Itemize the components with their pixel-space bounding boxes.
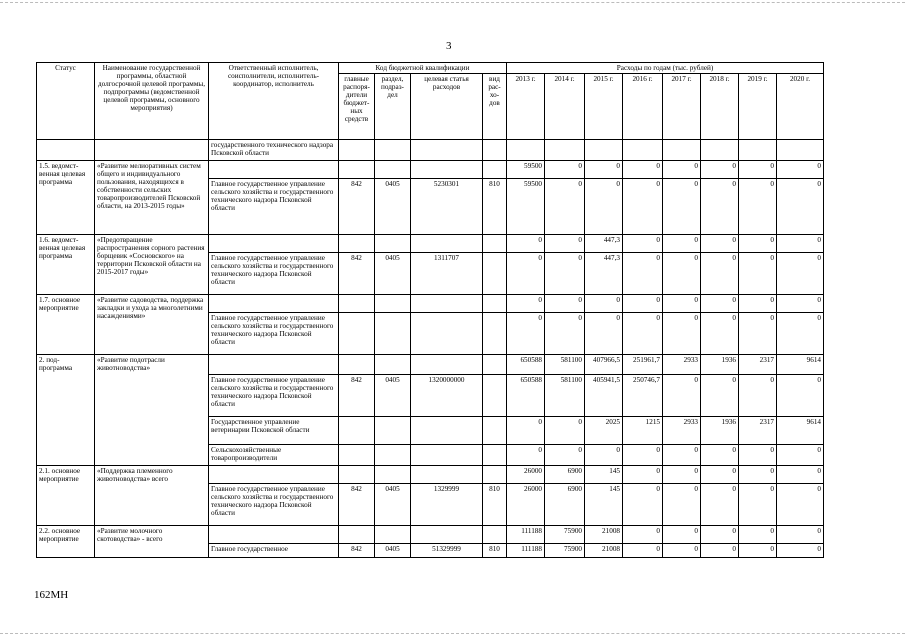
amount-cell: 0 bbox=[777, 445, 824, 466]
amount-cell: 0 bbox=[545, 253, 585, 295]
empty-cell bbox=[623, 140, 663, 161]
amount-cell: 0 bbox=[777, 466, 824, 484]
amount-cell: 6900 bbox=[545, 484, 585, 526]
target-article-cell bbox=[411, 526, 483, 544]
amount-cell: 0 bbox=[623, 466, 663, 484]
header-razdel: раздел, подраз-дел bbox=[375, 74, 411, 140]
program-name-cell: «Поддержка племенного животноводства» всего bbox=[95, 466, 209, 526]
amount-cell: 0 bbox=[701, 526, 739, 544]
amount-cell: 0 bbox=[739, 526, 777, 544]
razdel-cell bbox=[375, 313, 411, 355]
amount-cell: 0 bbox=[545, 445, 585, 466]
amount-cell: 0 bbox=[739, 179, 777, 235]
empty-cell bbox=[483, 140, 507, 161]
program-name-cell: «Развитие садоводства, поддержка закладки и ухода за многолетними насаждениями» bbox=[95, 295, 209, 355]
target-article-cell bbox=[411, 313, 483, 355]
razdel-cell: 0405 bbox=[375, 179, 411, 235]
amount-cell: 0 bbox=[507, 445, 545, 466]
amount-cell: 6900 bbox=[545, 466, 585, 484]
amount-cell: 0 bbox=[701, 445, 739, 466]
amount-cell: 26000 bbox=[507, 466, 545, 484]
header-status: Статус bbox=[37, 63, 95, 140]
responsible-cell: Главное государственное управление сельского хозяйства и государственного технического надзора Псковской области bbox=[209, 179, 339, 235]
amount-cell: 0 bbox=[663, 179, 701, 235]
header-expenses-group: Расходы по годам (тыс. рублей) bbox=[507, 63, 824, 74]
razdel-cell: 0405 bbox=[375, 375, 411, 417]
header-csr: целевая статья расходов bbox=[411, 74, 483, 140]
amount-cell: 251961,7 bbox=[623, 355, 663, 375]
empty-cell bbox=[585, 140, 623, 161]
amount-cell: 0 bbox=[739, 313, 777, 355]
amount-cell: 0 bbox=[623, 445, 663, 466]
header-row-1 bbox=[37, 63, 824, 74]
responsible-cell bbox=[209, 295, 339, 313]
expense-type-cell bbox=[483, 466, 507, 484]
header-year-2017: 2017 г. bbox=[663, 74, 701, 140]
target-article-cell bbox=[411, 161, 483, 179]
status-cell: 1.7. основное мероприятие bbox=[37, 295, 95, 355]
amount-cell: 0 bbox=[777, 295, 824, 313]
responsible-cell: Главное государственное управление сельского хозяйства и государственного технического надзора Псковской области bbox=[209, 484, 339, 526]
target-article-cell: 1311707 bbox=[411, 253, 483, 295]
grbs-cell: 842 bbox=[339, 179, 375, 235]
target-article-cell bbox=[411, 355, 483, 375]
amount-cell: 21008 bbox=[585, 526, 623, 544]
amount-cell: 2025 bbox=[585, 417, 623, 445]
header-code-group: Код бюджетной квалификации bbox=[339, 63, 507, 74]
continuation-row bbox=[37, 140, 824, 161]
header-year-2014: 2014 г. bbox=[545, 74, 585, 140]
grbs-cell: 842 bbox=[339, 375, 375, 417]
amount-cell: 0 bbox=[663, 445, 701, 466]
header-year-2019: 2019 г. bbox=[739, 74, 777, 140]
amount-cell: 405941,5 bbox=[585, 375, 623, 417]
amount-cell: 0 bbox=[507, 295, 545, 313]
header-grbs: главные распоря-дители бюджет-ных средств bbox=[339, 74, 375, 140]
target-article-cell bbox=[411, 235, 483, 253]
status-cell: 1.6. ведомст-венная целевая программа bbox=[37, 235, 95, 295]
amount-cell: 0 bbox=[623, 235, 663, 253]
amount-cell: 447,3 bbox=[585, 235, 623, 253]
amount-cell: 0 bbox=[663, 295, 701, 313]
header-year-2020: 2020 г. bbox=[777, 74, 824, 140]
razdel-cell bbox=[375, 445, 411, 466]
status-cell: 2.2. основное мероприятие bbox=[37, 526, 95, 558]
amount-cell: 0 bbox=[623, 179, 663, 235]
program-name-cell: «Развитие мелиоративных систем общего и индивидуального пользования, находящихся в собственности сельских товаропроизводителей Псковской области, на 2013-2015 годы» bbox=[95, 161, 209, 235]
amount-cell: 0 bbox=[545, 313, 585, 355]
amount-cell: 1936 bbox=[701, 355, 739, 375]
status-cell: 2.1. основное мероприятие bbox=[37, 466, 95, 526]
amount-cell: 407966,5 bbox=[585, 355, 623, 375]
expense-type-cell: 810 bbox=[483, 484, 507, 526]
grbs-cell bbox=[339, 161, 375, 179]
amount-cell: 0 bbox=[623, 253, 663, 295]
amount-cell: 0 bbox=[663, 235, 701, 253]
scan-bottom-edge bbox=[0, 633, 905, 634]
table-row bbox=[37, 295, 824, 313]
amount-cell: 0 bbox=[623, 526, 663, 544]
amount-cell: 0 bbox=[701, 484, 739, 526]
target-article-cell bbox=[411, 466, 483, 484]
grbs-cell bbox=[339, 526, 375, 544]
grbs-cell bbox=[339, 313, 375, 355]
empty-cell bbox=[777, 140, 824, 161]
amount-cell: 0 bbox=[585, 161, 623, 179]
amount-cell: 650588 bbox=[507, 375, 545, 417]
amount-cell: 0 bbox=[701, 179, 739, 235]
target-article-cell bbox=[411, 417, 483, 445]
amount-cell: 2317 bbox=[739, 417, 777, 445]
responsible-cell bbox=[209, 235, 339, 253]
responsible-cell bbox=[209, 161, 339, 179]
amount-cell: 0 bbox=[739, 484, 777, 526]
razdel-cell bbox=[375, 466, 411, 484]
amount-cell: 0 bbox=[623, 313, 663, 355]
expense-type-cell bbox=[483, 526, 507, 544]
header-name: Наименование государственной программы, областной долгосрочной целевой программы, подпрограммы (ведомственной целевой программы, основного мероприятия) bbox=[95, 63, 209, 140]
empty-cell bbox=[507, 140, 545, 161]
amount-cell: 0 bbox=[623, 484, 663, 526]
amount-cell: 111188 bbox=[507, 544, 545, 558]
amount-cell: 0 bbox=[585, 313, 623, 355]
amount-cell: 9614 bbox=[777, 417, 824, 445]
empty-cell bbox=[663, 140, 701, 161]
amount-cell: 145 bbox=[585, 484, 623, 526]
amount-cell: 0 bbox=[545, 235, 585, 253]
amount-cell: 0 bbox=[545, 161, 585, 179]
empty-cell bbox=[701, 140, 739, 161]
empty-cell bbox=[545, 140, 585, 161]
grbs-cell bbox=[339, 295, 375, 313]
amount-cell: 0 bbox=[739, 466, 777, 484]
amount-cell: 145 bbox=[585, 466, 623, 484]
amount-cell: 0 bbox=[777, 375, 824, 417]
amount-cell: 581100 bbox=[545, 355, 585, 375]
budget-table bbox=[36, 62, 824, 558]
amount-cell: 0 bbox=[739, 295, 777, 313]
expense-type-cell: 810 bbox=[483, 544, 507, 558]
target-article-cell: 5230301 bbox=[411, 179, 483, 235]
expense-type-cell bbox=[483, 295, 507, 313]
amount-cell: 0 bbox=[777, 161, 824, 179]
target-article-cell: 1329999 bbox=[411, 484, 483, 526]
expense-type-cell: 810 bbox=[483, 179, 507, 235]
amount-cell: 0 bbox=[623, 544, 663, 558]
empty-cell bbox=[339, 140, 375, 161]
amount-cell: 0 bbox=[701, 375, 739, 417]
amount-cell: 0 bbox=[507, 313, 545, 355]
header-responsible: Ответственный исполнитель, соисполнители, исполнитель-координатор, исполнитель bbox=[209, 63, 339, 140]
amount-cell: 0 bbox=[585, 295, 623, 313]
amount-cell: 581100 bbox=[545, 375, 585, 417]
amount-cell: 0 bbox=[663, 253, 701, 295]
expense-type-cell bbox=[483, 235, 507, 253]
amount-cell: 21008 bbox=[585, 544, 623, 558]
program-name-cell: «Развитие молочного скотоводства» - всего bbox=[95, 526, 209, 558]
amount-cell: 1936 bbox=[701, 417, 739, 445]
grbs-cell bbox=[339, 466, 375, 484]
amount-cell: 0 bbox=[777, 484, 824, 526]
amount-cell: 26000 bbox=[507, 484, 545, 526]
amount-cell: 9614 bbox=[777, 355, 824, 375]
expense-type-cell bbox=[483, 445, 507, 466]
razdel-cell bbox=[375, 417, 411, 445]
amount-cell: 0 bbox=[663, 484, 701, 526]
continuation-text: государственного технического надзора Псковской области bbox=[209, 140, 339, 161]
razdel-cell: 0405 bbox=[375, 544, 411, 558]
header-year-2015: 2015 г. bbox=[585, 74, 623, 140]
amount-cell: 447,3 bbox=[585, 253, 623, 295]
amount-cell: 0 bbox=[507, 235, 545, 253]
status-cell: 2. под-программа bbox=[37, 355, 95, 466]
amount-cell: 0 bbox=[701, 235, 739, 253]
header-year-2018: 2018 г. bbox=[701, 74, 739, 140]
table-row bbox=[37, 526, 824, 544]
grbs-cell: 842 bbox=[339, 253, 375, 295]
amount-cell: 0 bbox=[777, 526, 824, 544]
responsible-cell bbox=[209, 526, 339, 544]
amount-cell: 0 bbox=[663, 466, 701, 484]
amount-cell: 0 bbox=[777, 235, 824, 253]
amount-cell: 75900 bbox=[545, 544, 585, 558]
table-row bbox=[37, 466, 824, 484]
expense-type-cell bbox=[483, 313, 507, 355]
empty-cell bbox=[739, 140, 777, 161]
status-cell: 1.5. ведомст-венная целевая программа bbox=[37, 161, 95, 235]
razdel-cell bbox=[375, 235, 411, 253]
program-name-cell: «Развитие подотрасли животноводства» bbox=[95, 355, 209, 466]
expense-type-cell bbox=[483, 355, 507, 375]
amount-cell: 0 bbox=[701, 544, 739, 558]
responsible-cell: Главное государственное управление сельского хозяйства и государственного технического надзора Псковской области bbox=[209, 313, 339, 355]
razdel-cell bbox=[375, 295, 411, 313]
amount-cell: 2933 bbox=[663, 417, 701, 445]
document-code: 162МН bbox=[34, 589, 69, 601]
amount-cell: 0 bbox=[663, 375, 701, 417]
amount-cell: 0 bbox=[739, 253, 777, 295]
amount-cell: 59500 bbox=[507, 161, 545, 179]
expense-type-cell bbox=[483, 375, 507, 417]
target-article-cell bbox=[411, 295, 483, 313]
continuation-status-cell bbox=[37, 140, 95, 161]
amount-cell: 0 bbox=[623, 295, 663, 313]
table-row bbox=[37, 161, 824, 179]
target-article-cell: 51329999 bbox=[411, 544, 483, 558]
grbs-cell bbox=[339, 445, 375, 466]
target-article-cell bbox=[411, 445, 483, 466]
responsible-cell: Главное государственное управление сельского хозяйства и государственного технического надзора Псковской области bbox=[209, 253, 339, 295]
amount-cell: 0 bbox=[663, 526, 701, 544]
target-article-cell: 1320000000 bbox=[411, 375, 483, 417]
amount-cell: 0 bbox=[701, 295, 739, 313]
amount-cell: 0 bbox=[663, 313, 701, 355]
responsible-cell: Сельскохозяйственные товаропроизводители bbox=[209, 445, 339, 466]
razdel-cell bbox=[375, 526, 411, 544]
amount-cell: 0 bbox=[545, 179, 585, 235]
table-row bbox=[37, 235, 824, 253]
expense-type-cell bbox=[483, 253, 507, 295]
razdel-cell: 0405 bbox=[375, 484, 411, 526]
amount-cell: 0 bbox=[585, 179, 623, 235]
responsible-cell: Главное государственное управление сельского хозяйства и государственного технического надзора Псковской области bbox=[209, 375, 339, 417]
table-row bbox=[37, 355, 824, 375]
amount-cell: 59500 bbox=[507, 179, 545, 235]
amount-cell: 0 bbox=[739, 544, 777, 558]
expense-type-cell bbox=[483, 417, 507, 445]
amount-cell: 0 bbox=[739, 161, 777, 179]
grbs-cell: 842 bbox=[339, 544, 375, 558]
amount-cell: 75900 bbox=[545, 526, 585, 544]
amount-cell: 0 bbox=[777, 313, 824, 355]
amount-cell: 0 bbox=[507, 253, 545, 295]
amount-cell: 0 bbox=[777, 544, 824, 558]
empty-cell bbox=[411, 140, 483, 161]
header-vid: вид рас-хо-дов bbox=[483, 74, 507, 140]
amount-cell: 0 bbox=[701, 313, 739, 355]
grbs-cell: 842 bbox=[339, 484, 375, 526]
amount-cell: 2317 bbox=[739, 355, 777, 375]
amount-cell: 650588 bbox=[507, 355, 545, 375]
amount-cell: 2933 bbox=[663, 355, 701, 375]
program-name-cell: «Предотвращение распространения сорного растения борщевик «Сосновского» на территории Псковской области на 2015-2017 годы» bbox=[95, 235, 209, 295]
responsible-cell: Главное государственное bbox=[209, 544, 339, 558]
amount-cell: 0 bbox=[623, 161, 663, 179]
responsible-cell bbox=[209, 355, 339, 375]
expense-type-cell bbox=[483, 161, 507, 179]
amount-cell: 0 bbox=[545, 295, 585, 313]
razdel-cell: 0405 bbox=[375, 253, 411, 295]
amount-cell: 0 bbox=[545, 417, 585, 445]
amount-cell: 0 bbox=[663, 544, 701, 558]
amount-cell: 0 bbox=[777, 179, 824, 235]
razdel-cell bbox=[375, 355, 411, 375]
amount-cell: 0 bbox=[739, 235, 777, 253]
grbs-cell bbox=[339, 355, 375, 375]
header-year-2016: 2016 г. bbox=[623, 74, 663, 140]
razdel-cell bbox=[375, 161, 411, 179]
responsible-cell: Государственное управление ветеринарии Псковской области bbox=[209, 417, 339, 445]
page-number: 3 bbox=[446, 40, 452, 52]
continuation-name-cell bbox=[95, 140, 209, 161]
responsible-cell bbox=[209, 466, 339, 484]
scan-top-edge bbox=[0, 2, 905, 3]
amount-cell: 0 bbox=[701, 466, 739, 484]
amount-cell: 1215 bbox=[623, 417, 663, 445]
amount-cell: 0 bbox=[663, 161, 701, 179]
header-year-2013: 2013 г. bbox=[507, 74, 545, 140]
amount-cell: 0 bbox=[701, 253, 739, 295]
grbs-cell bbox=[339, 417, 375, 445]
amount-cell: 250746,7 bbox=[623, 375, 663, 417]
amount-cell: 0 bbox=[739, 375, 777, 417]
amount-cell: 0 bbox=[739, 445, 777, 466]
amount-cell: 0 bbox=[585, 445, 623, 466]
amount-cell: 0 bbox=[701, 161, 739, 179]
empty-cell bbox=[375, 140, 411, 161]
amount-cell: 0 bbox=[507, 417, 545, 445]
grbs-cell bbox=[339, 235, 375, 253]
amount-cell: 111188 bbox=[507, 526, 545, 544]
amount-cell: 0 bbox=[777, 253, 824, 295]
